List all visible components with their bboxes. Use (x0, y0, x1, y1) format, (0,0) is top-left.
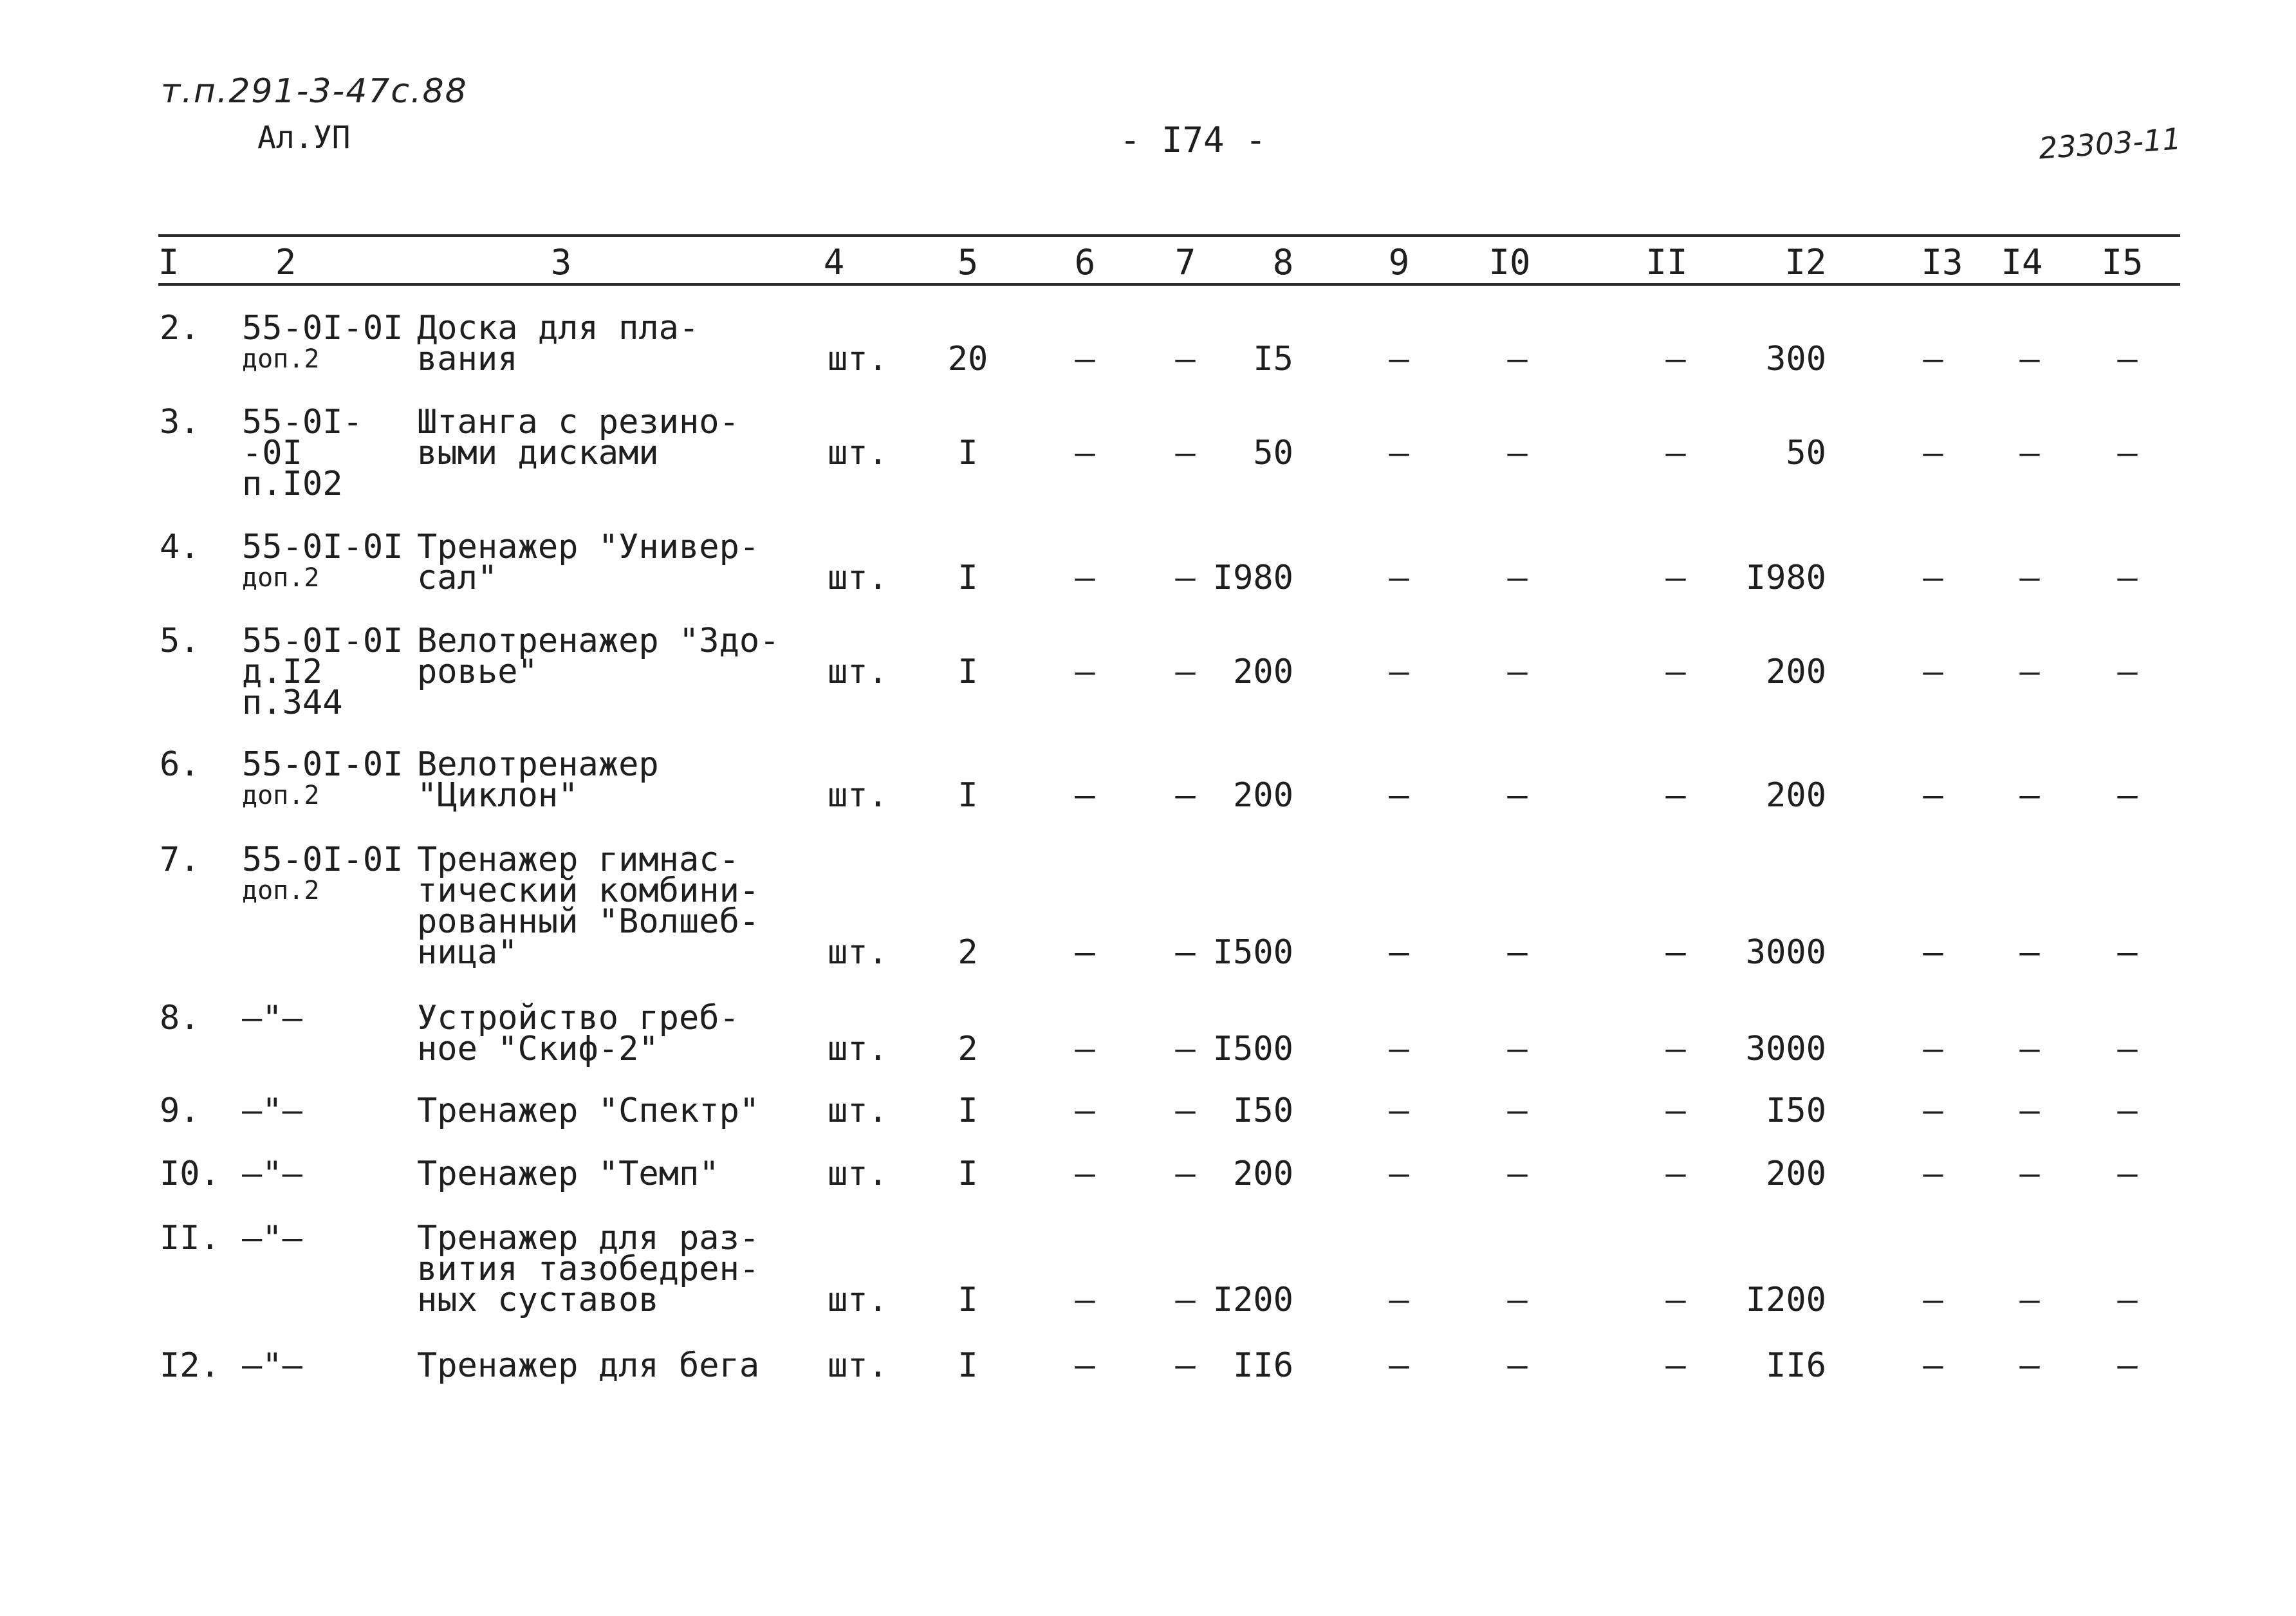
row-number: 6. (160, 745, 200, 784)
cell-c11: – (1665, 1030, 1686, 1068)
unit: шт. (828, 933, 888, 972)
cell-c6: – (1075, 559, 1095, 597)
item-code: п.I02 (242, 465, 343, 503)
cell-c9: – (1389, 559, 1409, 597)
col-header-3: 3 (550, 242, 572, 283)
cell-c7: – (1175, 559, 1196, 597)
cell-c8: 200 (1233, 776, 1293, 815)
cell-qty: 2 (958, 933, 978, 972)
item-code: 55-0I-0I (242, 528, 403, 566)
cell-c12: I50 (1766, 1091, 1826, 1130)
col-header-14: I4 (2001, 242, 2043, 283)
item-name: вития тазобедрен- (417, 1250, 760, 1288)
cell-c6: – (1075, 340, 1095, 378)
cell-c11: – (1665, 1091, 1686, 1130)
cell-c12: 200 (1766, 776, 1826, 815)
cell-c11: – (1665, 340, 1686, 378)
cell-c13: – (1923, 1346, 1943, 1385)
cell-c15: – (2117, 340, 2138, 378)
item-code: —"— (242, 999, 302, 1037)
cell-c9: – (1389, 776, 1409, 815)
item-name: ных суставов (417, 1281, 659, 1319)
cell-c13: – (1923, 559, 1943, 597)
cell-c13: – (1923, 1030, 1943, 1068)
cell-c14: – (2019, 1030, 2040, 1068)
cell-c7: – (1175, 1346, 1196, 1385)
col-header-6: 6 (1074, 242, 1096, 283)
item-name: Штанга с резино- (417, 403, 739, 441)
item-code: д.I2 (242, 653, 323, 691)
cell-c12: I200 (1745, 1281, 1826, 1319)
cell-c9: – (1389, 340, 1409, 378)
unit: шт. (828, 1155, 888, 1193)
cell-c12: 300 (1766, 340, 1826, 378)
cell-c10: – (1507, 776, 1528, 815)
item-code: доп.2 (242, 563, 320, 593)
cell-c15: – (2117, 1281, 2138, 1319)
cell-qty: I (958, 434, 978, 472)
col-header-2: 2 (275, 242, 297, 283)
cell-c11: – (1665, 1155, 1686, 1193)
col-header-10: I0 (1488, 242, 1531, 283)
item-name: Устройство греб- (417, 999, 739, 1037)
item-code: —"— (242, 1155, 302, 1193)
cell-c10: – (1507, 340, 1528, 378)
col-header-1: I (158, 242, 180, 283)
item-name: Велотренажер (417, 745, 659, 784)
item-name: Велотренажер "Здо- (417, 622, 780, 660)
item-name: вания (417, 340, 518, 378)
cell-c11: – (1665, 1346, 1686, 1385)
cell-c14: – (2019, 340, 2040, 378)
cell-c15: – (2117, 434, 2138, 472)
cell-qty: I (958, 1091, 978, 1130)
cell-c11: – (1665, 653, 1686, 691)
cell-c12: 50 (1786, 434, 1826, 472)
row-number: 2. (160, 309, 200, 348)
cell-c7: – (1175, 340, 1196, 378)
unit: шт. (828, 1091, 888, 1130)
unit: шт. (828, 434, 888, 472)
cell-c8: I50 (1233, 1091, 1293, 1130)
item-code: -0I (242, 434, 302, 472)
cell-c14: – (2019, 653, 2040, 691)
cell-c12: I980 (1745, 559, 1826, 597)
cell-c6: – (1075, 1346, 1095, 1385)
cell-c7: – (1175, 434, 1196, 472)
cell-c10: – (1507, 434, 1528, 472)
cell-c14: – (2019, 1281, 2040, 1319)
item-name: рованный "Волшеб- (417, 902, 760, 941)
item-code: доп.2 (242, 876, 320, 906)
cell-c15: – (2117, 1091, 2138, 1130)
col-header-15: I5 (2101, 242, 2143, 283)
cell-c9: – (1389, 933, 1409, 972)
row-number: II. (160, 1219, 220, 1258)
item-name: Доска для пла- (417, 309, 699, 348)
cell-c13: – (1923, 434, 1943, 472)
cell-c10: – (1507, 653, 1528, 691)
cell-c7: – (1175, 1030, 1196, 1068)
cell-c6: – (1075, 1091, 1095, 1130)
col-header-5: 5 (957, 242, 979, 283)
cell-c8: I980 (1212, 559, 1293, 597)
item-name: Тренажер "Темп" (417, 1155, 719, 1193)
cell-c9: – (1389, 1091, 1409, 1130)
cell-c10: – (1507, 1091, 1528, 1130)
cell-c15: – (2117, 776, 2138, 815)
cell-c6: – (1075, 933, 1095, 972)
unit: шт. (828, 1281, 888, 1319)
item-name: сал" (417, 559, 498, 597)
item-code: доп.2 (242, 344, 320, 374)
table-top-rule (158, 234, 2180, 237)
cell-c7: – (1175, 776, 1196, 815)
item-code: доп.2 (242, 781, 320, 810)
cell-c8: 200 (1233, 1155, 1293, 1193)
cell-c15: – (2117, 933, 2138, 972)
cell-c12: 3000 (1745, 933, 1826, 972)
cell-c13: – (1923, 653, 1943, 691)
cell-c14: – (2019, 776, 2040, 815)
row-number: 7. (160, 841, 200, 879)
cell-c8: II6 (1233, 1346, 1293, 1385)
col-header-8: 8 (1272, 242, 1294, 283)
cell-c8: I5 (1253, 340, 1293, 378)
cell-c15: – (2117, 653, 2138, 691)
col-header-9: 9 (1388, 242, 1410, 283)
col-header-11: II (1645, 242, 1688, 283)
cell-c10: – (1507, 933, 1528, 972)
item-name: ное "Скиф-2" (417, 1030, 659, 1068)
row-number: 9. (160, 1091, 200, 1130)
cell-c8: 200 (1233, 653, 1293, 691)
item-name: Тренажер "Универ- (417, 528, 760, 566)
cell-c10: – (1507, 1155, 1528, 1193)
col-header-4: 4 (823, 242, 845, 283)
cell-c6: – (1075, 1030, 1095, 1068)
cell-c12: 200 (1766, 1155, 1826, 1193)
row-number: 8. (160, 999, 200, 1037)
cell-c14: – (2019, 434, 2040, 472)
cell-c13: – (1923, 1155, 1943, 1193)
cell-c7: – (1175, 653, 1196, 691)
cell-c7: – (1175, 1155, 1196, 1193)
item-name: "Циклон" (417, 776, 579, 815)
cell-c14: – (2019, 933, 2040, 972)
row-number: 3. (160, 403, 200, 441)
cell-c8: I500 (1212, 933, 1293, 972)
album-label: Ал.УП (257, 120, 351, 156)
inventory-number: 23303-11 (2037, 121, 2183, 166)
item-name: Тренажер для раз- (417, 1219, 760, 1258)
cell-qty: I (958, 776, 978, 815)
cell-c13: – (1923, 776, 1943, 815)
cell-c15: – (2117, 559, 2138, 597)
cell-c8: I200 (1212, 1281, 1293, 1319)
document-code: т.п.291-3-47с.88 (161, 72, 468, 111)
cell-c15: – (2117, 1155, 2138, 1193)
cell-c7: – (1175, 933, 1196, 972)
cell-c13: – (1923, 1281, 1943, 1319)
unit: шт. (828, 1346, 888, 1385)
col-header-7: 7 (1174, 242, 1196, 283)
item-code: 55-0I-0I (242, 841, 403, 879)
item-code: 55-0I-0I (242, 309, 403, 348)
cell-c7: – (1175, 1281, 1196, 1319)
cell-c14: – (2019, 1155, 2040, 1193)
item-code: 55-0I-0I (242, 622, 403, 660)
cell-c8: I500 (1212, 1030, 1293, 1068)
cell-c15: – (2117, 1346, 2138, 1385)
cell-c10: – (1507, 1281, 1528, 1319)
item-name: тический комбини- (417, 871, 760, 910)
unit: шт. (828, 1030, 888, 1068)
row-number: I2. (160, 1346, 220, 1385)
item-code: п.344 (242, 683, 343, 722)
item-name: выми дисками (417, 434, 659, 472)
cell-c13: – (1923, 1091, 1943, 1130)
cell-c14: – (2019, 1346, 2040, 1385)
cell-qty: I (958, 1346, 978, 1385)
row-number: 4. (160, 528, 200, 566)
cell-qty: I (958, 1281, 978, 1319)
row-number: I0. (160, 1155, 220, 1193)
cell-c9: – (1389, 434, 1409, 472)
item-code: 55-0I- (242, 403, 363, 441)
cell-c6: – (1075, 434, 1095, 472)
cell-c9: – (1389, 1155, 1409, 1193)
item-code: —"— (242, 1346, 302, 1385)
cell-c8: 50 (1253, 434, 1293, 472)
item-name: Тренажер для бега (417, 1346, 760, 1385)
cell-c6: – (1075, 776, 1095, 815)
unit: шт. (828, 776, 888, 815)
cell-qty: I (958, 653, 978, 691)
col-header-12: I2 (1784, 242, 1827, 283)
cell-c15: – (2117, 1030, 2138, 1068)
cell-c11: – (1665, 776, 1686, 815)
cell-qty: 20 (947, 340, 988, 378)
cell-c9: – (1389, 653, 1409, 691)
unit: шт. (828, 653, 888, 691)
item-code: —"— (242, 1219, 302, 1258)
item-name: Тренажер "Спектр" (417, 1091, 760, 1130)
cell-c11: – (1665, 1281, 1686, 1319)
cell-c12: II6 (1766, 1346, 1826, 1385)
cell-qty: 2 (958, 1030, 978, 1068)
cell-c10: – (1507, 559, 1528, 597)
item-code: —"— (242, 1091, 302, 1130)
item-code: 55-0I-0I (242, 745, 403, 784)
cell-c11: – (1665, 559, 1686, 597)
item-name: ровье" (417, 653, 538, 691)
cell-c14: – (2019, 559, 2040, 597)
cell-c6: – (1075, 653, 1095, 691)
cell-c13: – (1923, 933, 1943, 972)
cell-c11: – (1665, 434, 1686, 472)
cell-c10: – (1507, 1346, 1528, 1385)
cell-c6: – (1075, 1155, 1095, 1193)
cell-c9: – (1389, 1030, 1409, 1068)
cell-qty: I (958, 559, 978, 597)
cell-c12: 3000 (1745, 1030, 1826, 1068)
cell-c10: – (1507, 1030, 1528, 1068)
cell-c12: 200 (1766, 653, 1826, 691)
item-name: ница" (417, 933, 518, 972)
item-name: Тренажер гимнас- (417, 841, 739, 879)
cell-c7: – (1175, 1091, 1196, 1130)
cell-c13: – (1923, 340, 1943, 378)
cell-c11: – (1665, 933, 1686, 972)
cell-c9: – (1389, 1346, 1409, 1385)
page-number: - I74 - (1120, 120, 1266, 160)
cell-c6: – (1075, 1281, 1095, 1319)
row-number: 5. (160, 622, 200, 660)
col-header-13: I3 (1921, 242, 1963, 283)
cell-c9: – (1389, 1281, 1409, 1319)
cell-qty: I (958, 1155, 978, 1193)
unit: шт. (828, 340, 888, 378)
table-header-rule (158, 283, 2180, 286)
cell-c14: – (2019, 1091, 2040, 1130)
unit: шт. (828, 559, 888, 597)
